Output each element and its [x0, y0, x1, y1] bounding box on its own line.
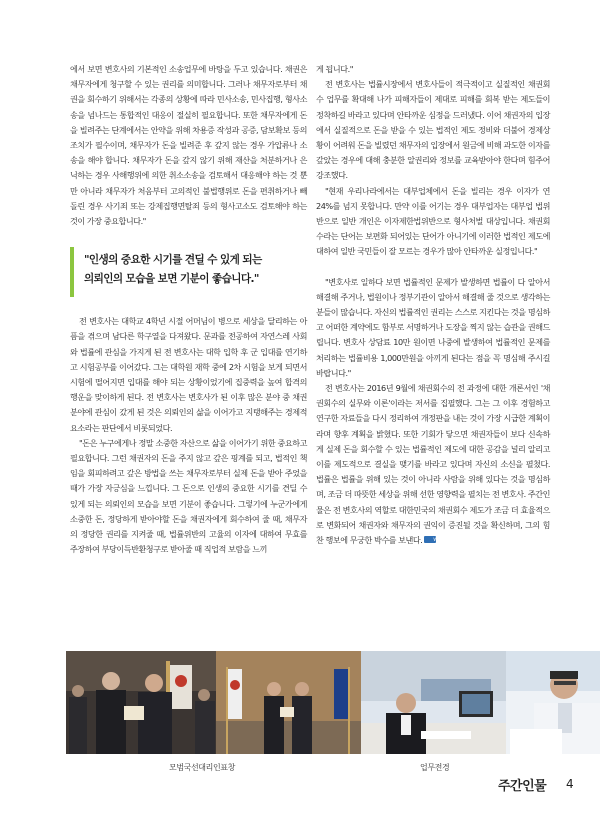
pull-quote-line-2: 의뢰인의 모습을 보면 기분이 좋습니다.": [84, 273, 259, 286]
right-column: [316, 62, 550, 548]
right-paragraph-1: 게 됩니다.": [316, 64, 353, 74]
pull-quote-line-1: "인생의 중요한 시기를 견딜 수 있게 되는: [84, 254, 262, 267]
office-work-photo: [361, 651, 506, 754]
page-number: 4: [566, 777, 574, 791]
pull-quote: [70, 247, 307, 299]
right-paragraph-3: "현재 우리나라에서는 대부업체에서 돈을 빌리는 경우 이자가 연 24%를 넘지 못합니다. 만약 이를 어기는 경우 대부업자는 대부업 법위반으로 일반 개인은 이자제한법위반으로 형사처벌 대상입니다. 채권회수라는 단어는 보편화 되어있는 단어가 아니기에 이러한 법적인 제도에 대하여 일반 국민들이 잘 모르는 경우가 많아 안타까운 실정입니다.": [316, 185, 550, 257]
end-mark-icon: [424, 536, 440, 543]
pull-quote-accent-bar: [70, 247, 74, 297]
award-ceremony-photo: [66, 651, 216, 754]
award-group-photo: [216, 651, 361, 754]
caption-award: 모범국선대리인표창: [169, 763, 235, 772]
magazine-logo: 주간인물: [498, 779, 547, 794]
left-paragraph-2: 전 변호사는 대학교 4학년 시절 어머님이 병으로 세상을 달리하는 아픔을 겪으며 남다른 학구열을 다져왔다. 문과를 전공하여 자연스레 사회와 법률에 관심을 가지게 된 전 변호사는 대학 입학 후 군 입대를 연기하고 시험공부를 이어갔다. 그는 대학원 재학 중에 2차 시험을 보게 되면서 시험에 떨어지면 입대를 해야 되는 상황이었기에 집중력을 높여 합격의 행운을 맞이하게 된다. 전 변호사는 변호사가 된 이후 많은 분야 중 채권분야에 관심이 갔게 된 것은 의뢰인의 삶을 이어가고 지탱해주는 경제적 요소라는 판단에서 비롯되었다.: [70, 316, 307, 433]
right-paragraph-5-text: 전 변호사는 2016년 9월에 채권회수의 전 과정에 대한 개론서인 '채권회수의 실무와 이론'이라는 저서를 집필했다. 그는 그 이후 경험하고 연구한 자료들을 다시 정리하여 개정판을 내는 것이 가장 시급한 계획이라며 향후 계획을 밝혔다. 또한 기회가 닿으면 채권자들이 보다 신속하게 실제 돈을 회수할 수 있는 법률적인 제도에 대한 공감을 널리 알리고 이를 제도적으로 결실을 맺기를 바라고 있다며 자신의 소신을 펼쳤다. 법률은 법률을 위해 있는 것이 아니라 사람을 위해 있다는 것을 명심하며, 조금 더 따뜻한 세상을 위해 선한 영향력을 펼치는 전 변호사. 주간인물은 전 변호사의 역할로 대한민국의 채권회수 제도가 조금 더 효율적으로 변화되어 채권자와 채무자의 권익이 증진될 것을 확신하며, 그의 힘찬 행보에 무궁한 박수를 보낸다.: [316, 383, 550, 546]
right-paragraph-4: "변호사로 일하다 보면 법률적인 문제가 발생하면 법률이 다 알아서 해결해 주거나, 법원이나 정부기관이 알아서 해결해 줄 것으로 생각하는 분들이 많습니다. 자신의 법률적인 권리는 스스로 지킨다는 것을 명심하고 어떠한 계약에도 함부로 서명하거나 도장을 찍지 않는 습관을 권해드립니다. 변호사 상담료 10만 원이면 나중에 발생하여 법률적인 문제를 처리하는 법률비용 1,000만원을 아끼게 된다는 점을 꼭 명심해 주시길 바랍니다.": [316, 276, 550, 378]
end-mark-label: WP: [433, 537, 440, 543]
right-paragraph-5: [316, 381, 550, 548]
caption-office: 업무전경: [420, 763, 450, 772]
left-paragraph-3: "돈은 누구에게나 정말 소중한 자산으로 삶을 이어가기 위한 중요하고 필요합니다. 그런 채권자의 돈을 주지 않고 갚은 핑계를 되고, 법적인 책임을 회피하려고 갚은 방법을 쓰는 채무자로부터 실제 돈을 받아 주었을 때가 가장 자긍심을 느낍니다. 그 돈으로 인생의 중요한 시기를 견딜 수 있게 되는 의뢰인의 모습을 보면 기분이 좋습니다. 그렇기에 누군가에게 소중한 돈, 정당하게 받아야할 돈을 채권자에게 회수하여 줄 때, 채무자의 정당한 권리를 지켜줄 때, 법률위반의 고율의 이자에 대하여 무효를 주장하여 부당이득반환청구로 받아줄 때 직업적 보람을 느끼: [70, 437, 307, 555]
lawyer-portrait-photo: [506, 651, 600, 754]
right-paragraph-2: 전 변호사는 법률시장에서 변호사들이 적극적이고 실질적인 채권회수 업무를 확대해 나가 피해자들이 제대로 피해를 회복 받는 제도들이 정착하길 바라고 있다며 안타까운 심정을 드러냈다. 이어 채권자의 입장에서 실질적으로 돈을 받을 수 있는 법적인 제도 정비와 더불어 경제상황이 어려워 돈을 빌렸던 채무자의 입장에서 원금에 비해 과도한 이자를 갚았는 경우에 대해 충분한 알권리와 정보를 교육받아야 한다며 힘주어 강조했다.: [316, 79, 550, 181]
photo-strip: [66, 651, 600, 754]
left-column: [70, 62, 307, 557]
left-paragraph-1: 에서 보면 변호사의 기본적인 소송업무에 바탕을 두고 있습니다. 채권은 채무자에게 청구할 수 있는 권리를 의미합니다. 그러나 채무자로부터 채권을 회수하기 위해서는 각종의 상황에 따라 민사소송, 민사집행, 형사소송을 넘나드는 통합적인 대응이 절실히 필요합니다. 또한 채무자에게 돈을 빌려주는 단계에서는 안약을 위해 차용증 작성과 공증, 담보확보 등의 조치가 필수이며, 채무자가 돈을 빌려준 후 갚지 않는 경우 가압류나 소송을 해야 합니다. 채무자가 돈을 갚지 않기 위해 재산을 처분하거나 은닉하는 경우 사해행위에 의한 취소소송을 검토해서 대응해야 하는 것 뿐만 아니라 채무자가 처음부터 고의적인 불법행위로 돈을 편취하거나 빼돌린 경우 사기죄 또는 강제집행면탈죄 등의 형사고소도 검토해야 하는 것이 가장 중요합니다.": [70, 64, 307, 227]
